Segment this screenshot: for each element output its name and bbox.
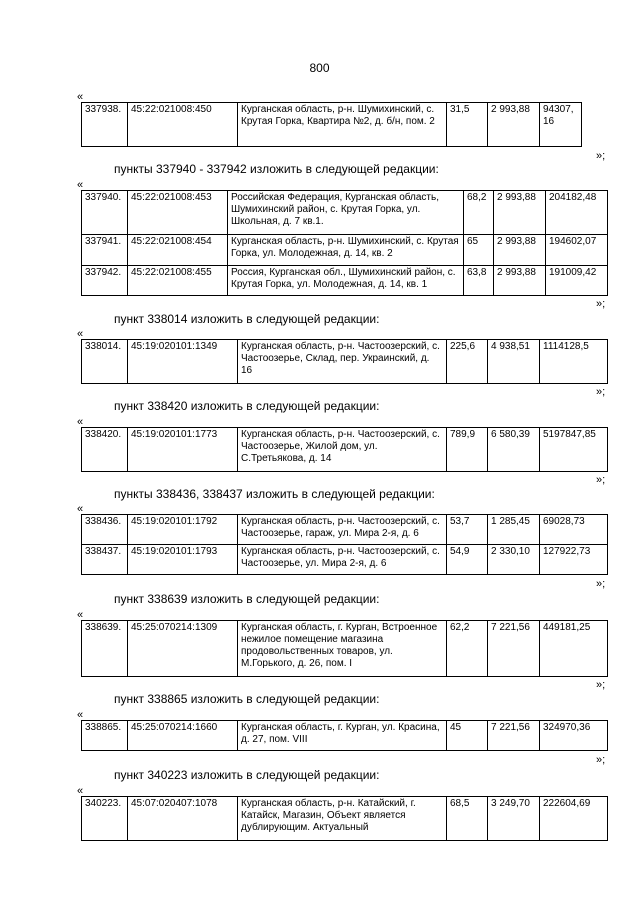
area-cell: 54,9 [447, 545, 488, 575]
open-quote: « [77, 416, 84, 428]
rate-cell: 2 993,88 [488, 103, 540, 147]
cadastral-number: 45:22:021008:454 [128, 235, 228, 266]
amendment-instruction: пункт 338014 изложить в следующей редакции: [114, 312, 380, 326]
area-cell: 31,5 [447, 103, 488, 147]
value-cell: 69028,73 [540, 515, 608, 545]
cadastral-number: 45:22:021008:450 [128, 103, 238, 147]
data-table [81, 190, 608, 296]
area-cell: 65 [464, 235, 494, 266]
area-cell: 45 [447, 721, 488, 751]
area-cell: 68,2 [464, 191, 494, 235]
rate-cell: 6 580,39 [488, 428, 540, 472]
table-row [82, 621, 608, 677]
open-quote: « [77, 503, 84, 515]
value-cell: 127922,73 [540, 545, 608, 575]
table-row [82, 797, 608, 841]
address-cell: Россия, Курганская обл., Шумихинский район, с. Крутая Горка, ул. Молодежная, д. 14, кв. 1 [228, 266, 464, 296]
area-cell: 62,2 [447, 621, 488, 677]
value-cell: 324970,36 [540, 721, 608, 751]
table-row [82, 721, 608, 751]
open-quote: « [77, 709, 84, 721]
rate-cell: 7 221,56 [488, 621, 540, 677]
value-cell: 449181,25 [540, 621, 608, 677]
table-row [82, 428, 608, 472]
close-quote: »; [596, 386, 606, 398]
area-cell: 68,5 [447, 797, 488, 841]
table-row [82, 235, 608, 266]
table-row [82, 340, 608, 384]
close-quote: »; [596, 474, 606, 486]
rate-cell: 7 221,56 [488, 721, 540, 751]
cadastral-number: 45:19:020101:1349 [128, 340, 238, 384]
amendment-instruction: пункт 338639 изложить в следующей редакции: [114, 592, 380, 606]
row-number: 337942. [82, 266, 128, 296]
amendment-instruction: пункты 338436, 338437 изложить в следующей редакции: [114, 487, 435, 501]
value-cell: 1114128,5 [540, 340, 608, 384]
table-row [82, 545, 608, 575]
value-cell: 94307,16 [540, 103, 582, 147]
open-quote: « [77, 91, 84, 103]
cadastral-number: 45:19:020101:1773 [128, 428, 238, 472]
cadastral-number: 45:19:020101:1792 [128, 515, 238, 545]
amendment-instruction: пункт 340223 изложить в следующей редакции: [114, 768, 380, 782]
address-cell: Курганская область, г. Курган, Встроенное нежилое помещение магазина продовольственных товаров, ул. М.Горького, д. 26, пом. I [238, 621, 447, 677]
close-quote: »; [596, 578, 606, 590]
cadastral-number: 45:07:020407:1078 [128, 797, 238, 841]
amendment-instruction: пункт 338865 изложить в следующей редакции: [114, 692, 380, 706]
row-number: 338865. [82, 721, 128, 751]
address-cell: Российская Федерация, Курганская область, Шумихинский район, с. Крутая Горка, ул. Школьная, д. 7 кв.1. [228, 191, 464, 235]
area-cell: 63,8 [464, 266, 494, 296]
row-number: 338639. [82, 621, 128, 677]
rate-cell: 2 993,88 [494, 191, 546, 235]
address-cell: Курганская область, р-н. Шумихинский, с. Крутая Горка, ул. Молодежная, д. 14, кв. 2 [228, 235, 464, 266]
address-cell: Курганская область, р-н. Частоозерский, с. Частоозерье, Жилой дом, ул. С.Третьякова, д. 14 [238, 428, 447, 472]
data-table [81, 514, 608, 575]
area-cell: 225,6 [447, 340, 488, 384]
rate-cell: 2 993,88 [494, 266, 546, 296]
open-quote: « [77, 179, 84, 191]
open-quote: « [77, 609, 84, 621]
data-table [81, 102, 582, 147]
value-cell: 222604,69 [540, 797, 608, 841]
open-quote: « [77, 785, 84, 797]
table-row [82, 191, 608, 235]
close-quote: »; [596, 150, 606, 162]
data-table [81, 620, 608, 677]
rate-cell: 2 993,88 [494, 235, 546, 266]
address-cell: Курганская область, р-н. Частоозерский, с. Частоозерье, Склад, пер. Украинский, д. 16 [238, 340, 447, 384]
table-row [82, 103, 582, 147]
address-cell: Курганская область, р-н. Частоозерский, с. Частоозерье, гараж, ул. Мира 2-я, д. 6 [238, 515, 447, 545]
table-row [82, 266, 608, 296]
row-number: 337940. [82, 191, 128, 235]
row-number: 338436. [82, 515, 128, 545]
rate-cell: 2 330,10 [488, 545, 540, 575]
rate-cell: 1 285,45 [488, 515, 540, 545]
cadastral-number: 45:25:070214:1660 [128, 721, 238, 751]
value-cell: 204182,48 [546, 191, 608, 235]
rate-cell: 4 938,51 [488, 340, 540, 384]
close-quote: »; [596, 679, 606, 691]
address-cell: Курганская область, р-н. Катайский, г. Катайск, Магазин, Объект является дублирующим. Актуальный [238, 797, 447, 841]
row-number: 338437. [82, 545, 128, 575]
data-table [81, 339, 608, 384]
close-quote: »; [596, 298, 606, 310]
value-cell: 191009,42 [546, 266, 608, 296]
address-cell: Курганская область, г. Курган, ул. Красина, д. 27, пом. VIII [238, 721, 447, 751]
data-table [81, 720, 608, 751]
row-number: 337941. [82, 235, 128, 266]
data-table [81, 796, 608, 841]
value-cell: 5197847,85 [540, 428, 608, 472]
cadastral-number: 45:19:020101:1793 [128, 545, 238, 575]
row-number: 338420. [82, 428, 128, 472]
value-cell: 194602,07 [546, 235, 608, 266]
row-number: 337938. [82, 103, 128, 147]
area-cell: 53,7 [447, 515, 488, 545]
cadastral-number: 45:25:070214:1309 [128, 621, 238, 677]
close-quote: »; [596, 754, 606, 766]
row-number: 338014. [82, 340, 128, 384]
cadastral-number: 45:22:021008:455 [128, 266, 228, 296]
rate-cell: 3 249,70 [488, 797, 540, 841]
address-cell: Курганская область, р-н. Частоозерский, с. Частоозерье, ул. Мира 2-я, д. 6 [238, 545, 447, 575]
area-cell: 789,9 [447, 428, 488, 472]
open-quote: « [77, 328, 84, 340]
page-number: 800 [309, 61, 330, 75]
amendment-instruction: пункты 337940 - 337942 изложить в следующей редакции: [114, 162, 439, 176]
row-number: 340223. [82, 797, 128, 841]
address-cell: Курганская область, р-н. Шумихинский, с. Крутая Горка, Квартира №2, д. б/н, пом. 2 [238, 103, 447, 147]
amendment-instruction: пункт 338420 изложить в следующей редакции: [114, 399, 380, 413]
data-table [81, 427, 608, 472]
cadastral-number: 45:22:021008:453 [128, 191, 228, 235]
table-row [82, 515, 608, 545]
